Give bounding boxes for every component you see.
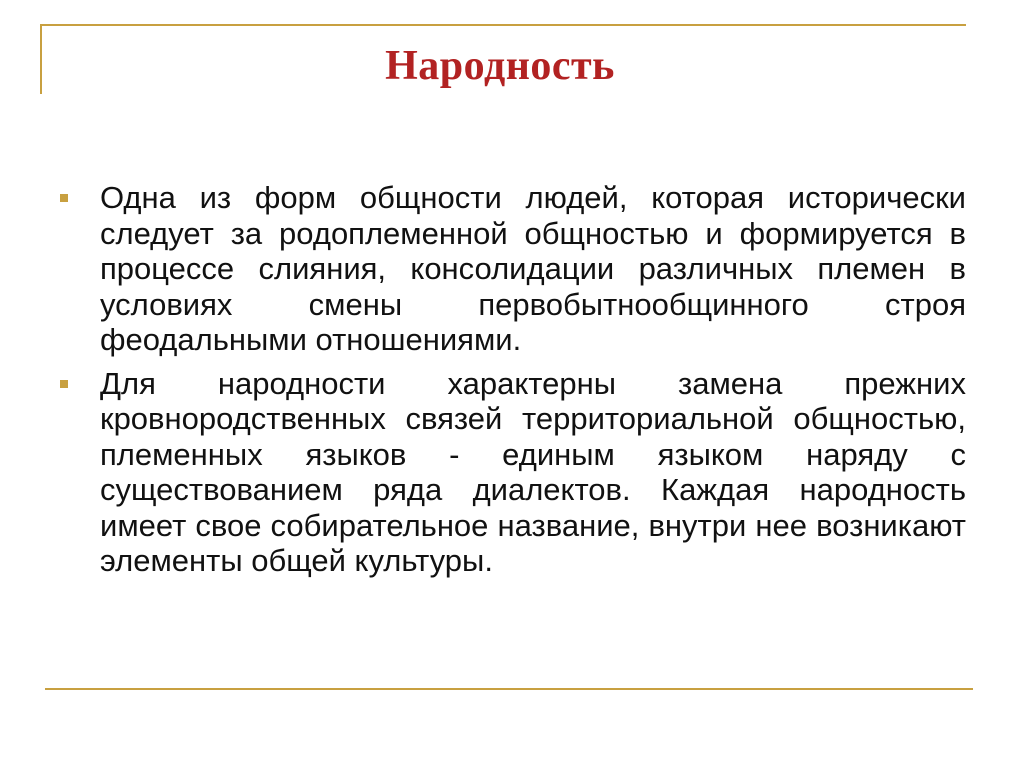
bottom-divider-line (45, 688, 973, 690)
bullet-text-1: Одна из форм общности людей, которая исторически следует за родоплеменной общностью и формируется в процессе слияния, консолидации различных племен в условиях смены первобытнообщинного строя феодальными отношениями. (100, 180, 966, 357)
bullet-list (60, 180, 966, 587)
square-bullet-icon (60, 194, 68, 202)
bullet-text-2: Для народности характерны замена прежних кровнородственных связей территориальной общностью, племенных языков - единым языком наряду с существованием ряда диалектов. Каждая народность имеет свое собирательное название, внутри нее возникают элементы общей культуры. (100, 365, 966, 578)
top-divider-line (40, 24, 966, 26)
bullet-item-2 (60, 366, 966, 579)
bullet-item-1 (60, 180, 966, 358)
slide-title: Народность (385, 43, 615, 89)
square-bullet-icon (60, 380, 68, 388)
